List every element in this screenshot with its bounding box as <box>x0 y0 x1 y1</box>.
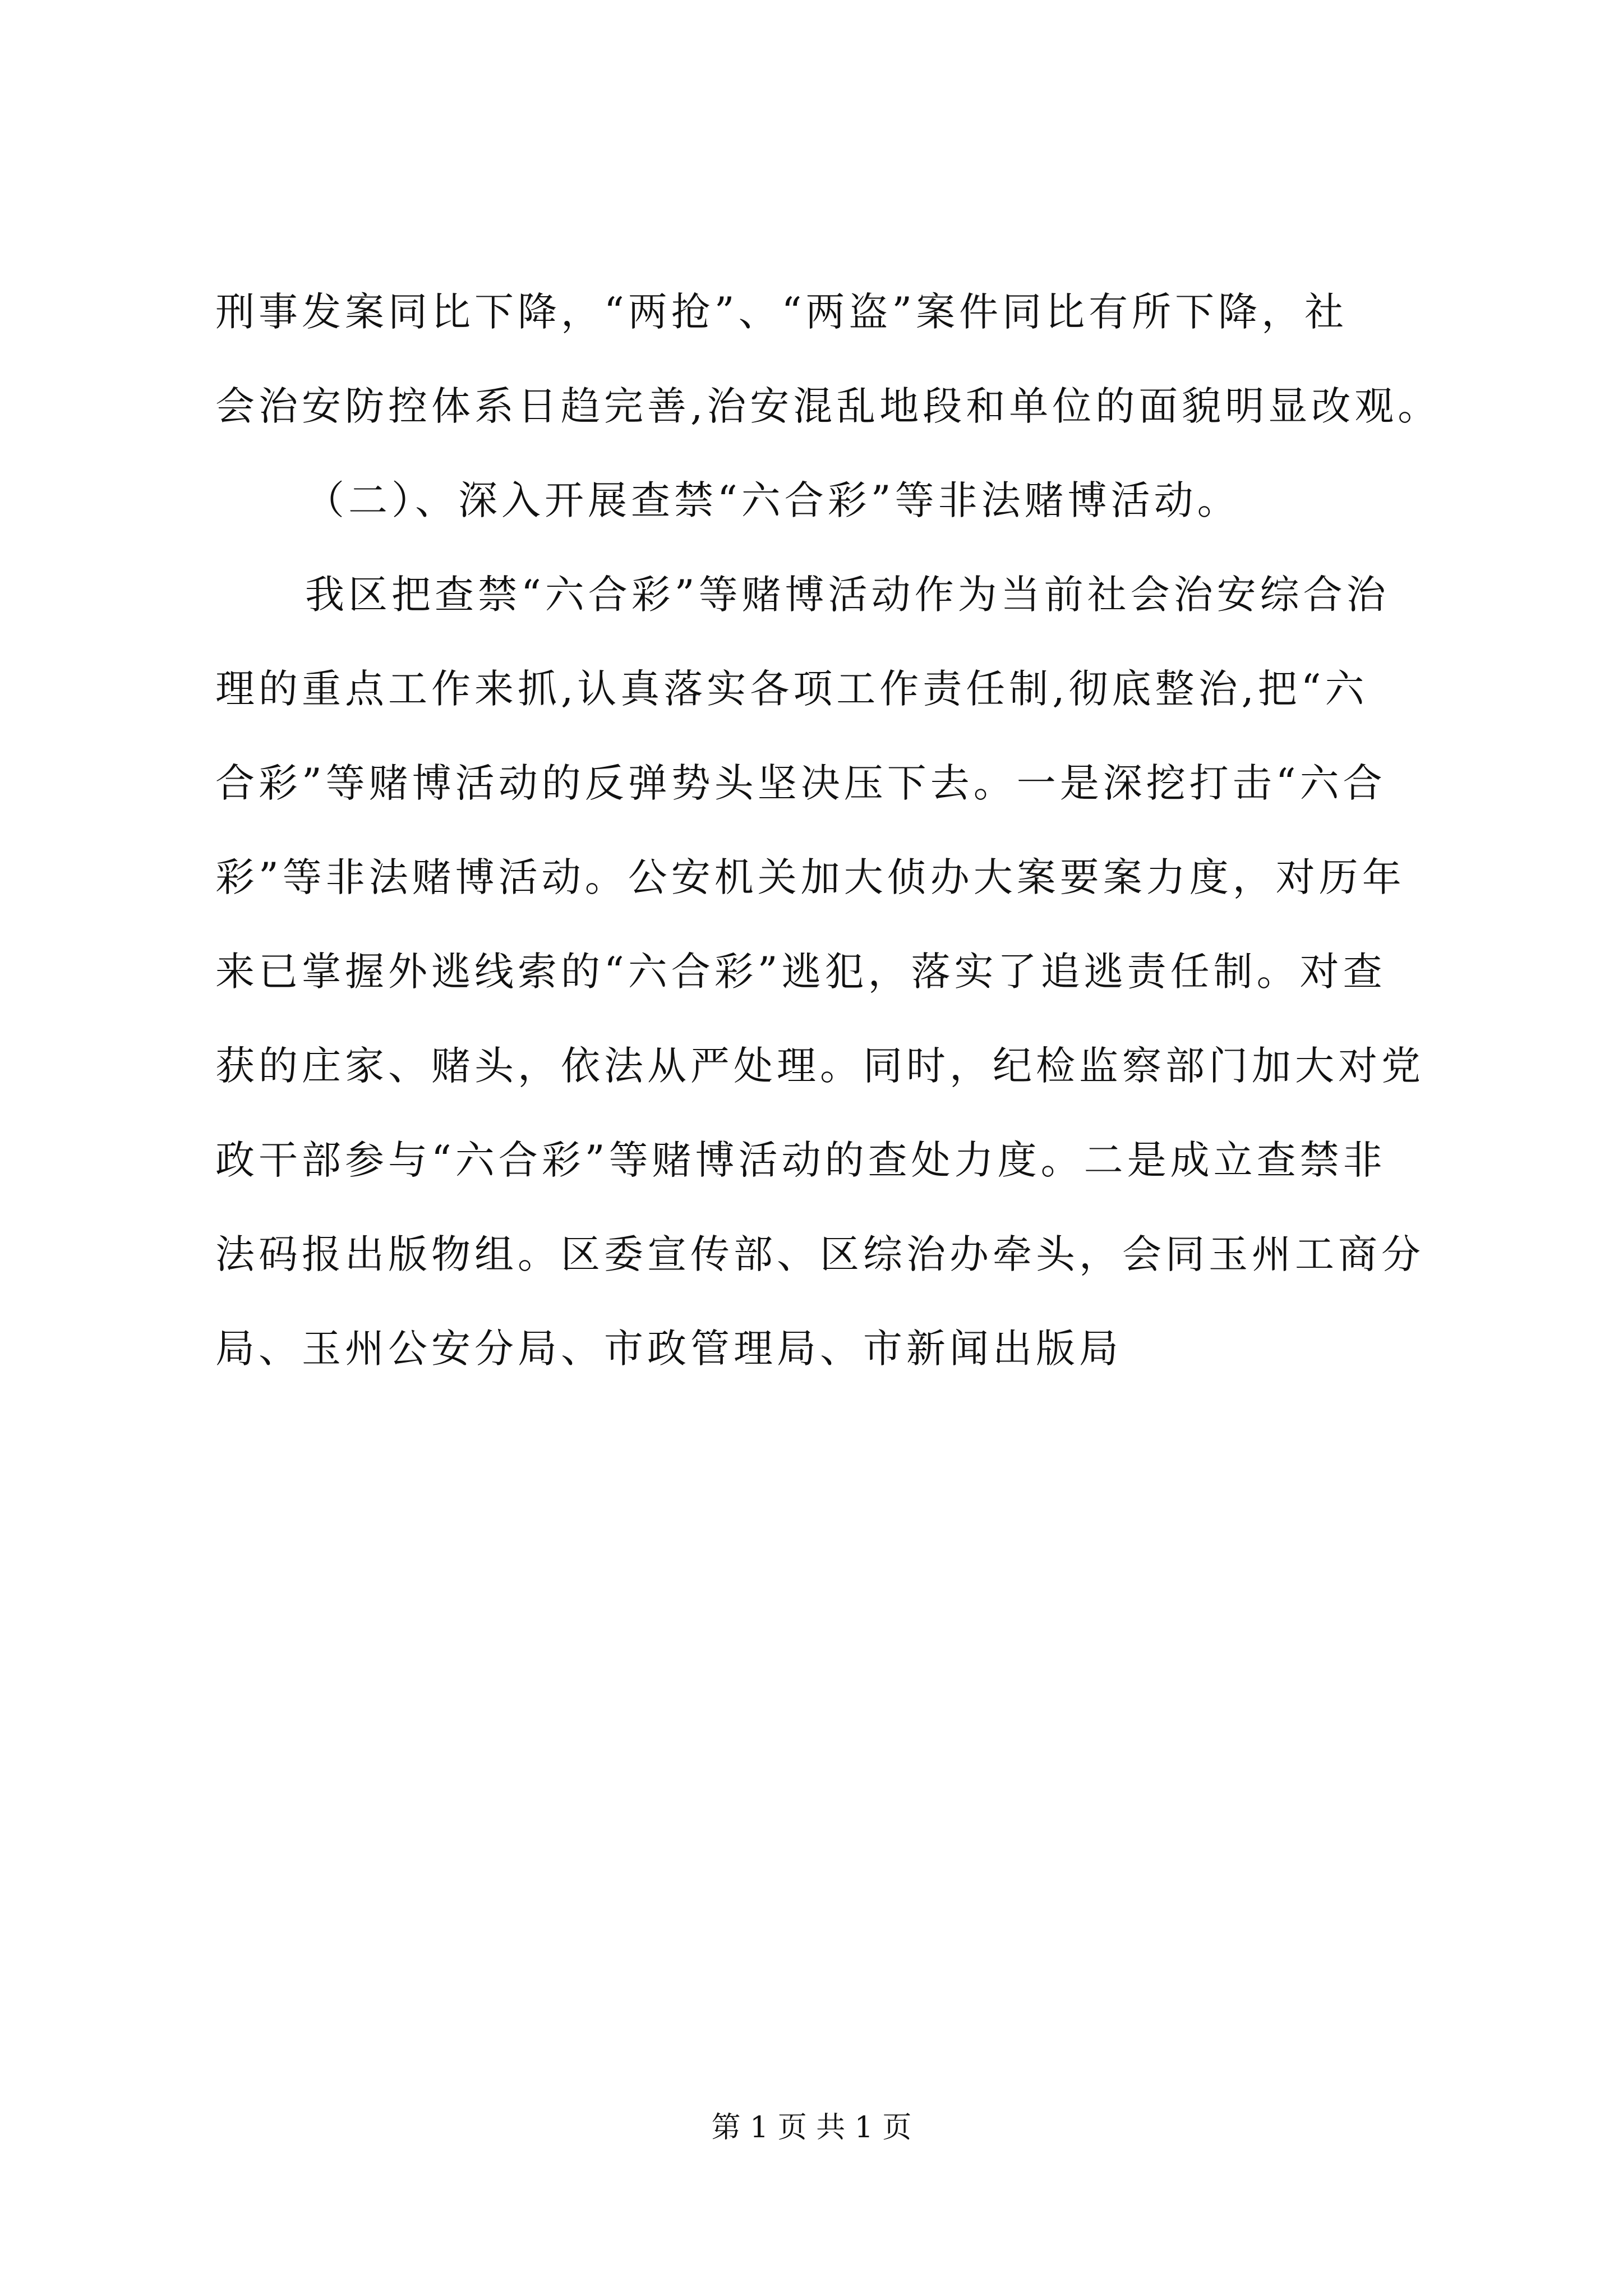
paragraph-line: 来已掌握外逃线索的“六合彩”逃犯，落实了追逃责任制。对查 <box>215 949 1386 995</box>
paragraph-1 <box>215 265 1449 453</box>
paragraph-line: 我区把查禁“六合彩”等赌博活动作为当前社会治安综合治 <box>305 572 1390 618</box>
document-body <box>215 265 1449 1396</box>
paragraph-line: 彩”等非法赌博活动。公安机关加大侦办大案要案力度，对历年 <box>215 854 1405 900</box>
paragraph-line: 合彩”等赌博活动的反弹势头坚决压下去。一是深挖打击“六合 <box>215 760 1386 806</box>
paragraph-line: 政干部参与“六合彩”等赌博活动的查处力度。二是成立查禁非 <box>215 1137 1386 1183</box>
paragraph-line: 刑事发案同比下降，“两抢”、“两盗”案件同比有所下降，社 <box>215 289 1348 335</box>
paragraph-line: 局、玉州公安分局、市政管理局、市新闻出版局 <box>215 1326 1122 1372</box>
paragraph-2 <box>215 547 1449 1396</box>
paragraph-line: 法码报出版物组。区委宣传部、区综治办牵头，会同玉州工商分 <box>215 1231 1424 1277</box>
paragraph-line: 会治安防控体系日趋完善,治安混乱地段和单位的面貌明显改观。 <box>215 383 1441 429</box>
page-footer <box>0 2104 1623 2146</box>
page-number-label: 第 1 页 共 1 页 <box>711 2111 912 2145</box>
paragraph-line: 理的重点工作来抓,认真落实各项工作责任制,彻底整治,把“六 <box>215 666 1368 712</box>
paragraph-line: 获的庄家、赌头，依法从严处理。同时，纪检监察部门加大对党 <box>215 1043 1424 1089</box>
section-heading: （二）、深入开展查禁“六合彩”等非法赌博活动。 <box>305 477 1241 523</box>
